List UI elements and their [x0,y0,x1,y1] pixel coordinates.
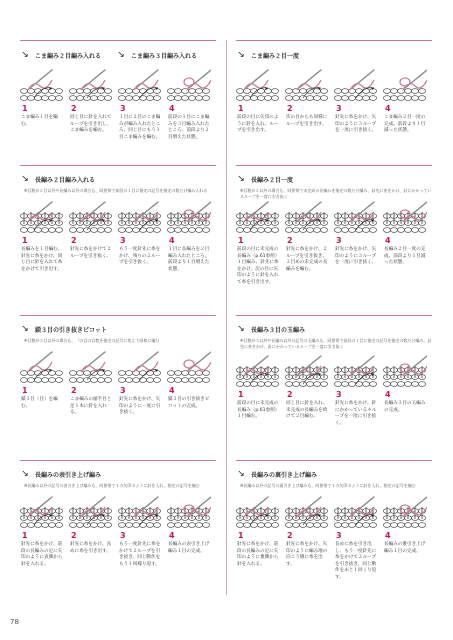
stitch-illustration [69,198,113,238]
rule [236,40,432,41]
step-number: 4 [385,104,391,113]
section-title [234,48,299,62]
section-title [234,172,293,186]
section-title-text: 長編みの裏引き上げ編み [251,471,318,479]
step-description: こま編み２目一度の完成。前段より１目減った状態。 [384,115,426,134]
section-title-text: 長編み２目一度 [251,176,294,184]
section-title-text: こま編み２目編み入れる [35,52,102,60]
step-description: 針先に糸をかけ、矢印のように編み地の向こう側に糸を出す。 [286,542,328,567]
stitch-illustration [69,348,113,388]
step-number: 1 [238,236,244,245]
step-description: １目に長編みを２目編み入れたところ。前段より１目増えた状態。 [168,247,210,272]
step-number: 2 [71,386,77,395]
section-title [18,467,101,481]
step-number: 4 [169,531,175,540]
stitch-illustration [285,198,329,238]
section-title-text: 長編み２目編み入れる [35,176,96,184]
stitch-illustration [285,493,329,533]
step-description: 鎖３目の引き抜きピコットの完成。 [168,397,210,409]
rule [20,165,216,166]
stitch-illustration [334,352,378,392]
hook-icon: ↘ [117,50,125,60]
step-number: 2 [71,104,77,113]
section-title [18,48,197,62]
step-description: もう一度針先に糸をかけて２ループを引き抜き、同じ動作をもう１回繰り返す。 [119,542,161,567]
stitch-illustration [167,66,211,106]
hook-icon: ↘ [21,469,29,479]
step-number: 2 [287,531,293,540]
stitch-illustration [285,66,329,106]
stitch-illustration [20,198,64,238]
rule [20,315,216,316]
rule [20,40,216,41]
step-number: 1 [22,386,28,395]
stitch-illustration [236,66,280,106]
step-number: 1 [22,104,28,113]
section-title-text: 鎖３目の引き抜きピコット [35,326,107,334]
stitch-illustration [20,348,64,388]
section-note: ※長編み以外の記号の表引き上げ編みも、同要領で１の矢印のように針を入れ、指定の記号を編む [24,483,200,488]
step-description: 長編み２目一度の完成。前段より１目減った状態。 [384,247,426,266]
step-description: 針先に糸をかけ、矢印のように３ループを一度に引き抜く。 [335,247,377,266]
step-description: こま編みの頭半目と足１本に針を入れる。 [70,397,112,416]
section-title [18,172,95,186]
step-number: 1 [238,390,244,399]
step-number: 4 [385,531,391,540]
section-title-text: こま編み２目一度 [251,52,300,60]
step-description: 長編みを１目編む。針先に糸をかけ、同じ目に針を入れて糸をかけて引き出す。 [21,247,63,272]
rule [236,315,432,316]
step-description: もう一度針先に糸をかけ、残りの２ループを引き抜く。 [119,247,161,266]
step-description: 次の目からも同様にループを引き出す。 [286,115,328,127]
step-description: 同じ目に針を入れてループを引き出し、こま編みを編む。 [70,115,112,134]
step-number: 3 [120,531,126,540]
step-number: 4 [169,386,175,395]
stitch-illustration [236,352,280,392]
section-note: ※目数が３以外や長編み以外の記号の玉編みも、同要領で前段の１目に指定の記号を指定の数だけ編み、針先に糸をかけ、針にかかっているループを一度に引き抜く [240,338,432,349]
stitch-illustration [118,348,162,388]
hook-icon: ↘ [237,174,245,184]
stitch-illustration [383,493,427,533]
step-number: 4 [385,390,391,399]
step-number: 3 [336,531,342,540]
rule [20,460,216,461]
step-description: 前段の目に未完成の長編み（p.61参照）１目編む。 [237,401,280,420]
step-number: 1 [22,531,28,540]
step-description: 前段の目に矢印のように針を入れ、ループを引き出す。 [237,115,279,134]
stitch-illustration [236,493,280,533]
step-number: 1 [238,104,244,113]
stitch-illustration [334,66,378,106]
hook-icon: ↘ [237,469,245,479]
section-title [234,467,317,481]
step-description: 長編み３目の玉編みの完成。 [384,401,426,413]
step-description: 前段の目に未完成の長編み（p.61参照）１目編み、針先に糸をかけ、次の目に矢印のように針を入れて糸を引き出す。 [237,247,280,285]
step-number: 2 [71,236,77,245]
step-description: 針先に糸をかけ、前段の長編みの足に矢印のように裏側から針を入れる。 [237,542,279,567]
step-number: 3 [120,386,126,395]
stitch-illustration [383,352,427,392]
section-title [18,322,107,336]
step-number: 1 [22,236,28,245]
hook-icon: ↘ [21,324,29,334]
step-number: 2 [287,236,293,245]
step-number: 3 [120,104,126,113]
step-number: 3 [120,236,126,245]
hook-icon: ↘ [237,50,245,60]
stitch-illustration [383,198,427,238]
section-title-text: 長編みの表引き上げ編み [35,471,102,479]
step-number: 4 [169,236,175,245]
step-number: 3 [336,236,342,245]
step-number: 3 [336,390,342,399]
stitch-illustration [167,198,211,238]
step-description: 同じ目に針を入れ、未完成の長編みを続けて２目編む。 [286,401,328,420]
step-number: 2 [287,390,293,399]
stitch-illustration [69,66,113,106]
step-description: こま編み１目を編む。 [21,115,58,127]
step-description: 針先に糸をかけ、針にかかっている４ループを一度に引き抜く。 [335,401,377,426]
column-divider [226,40,227,595]
stitch-illustration [118,198,162,238]
stitch-illustration [20,493,64,533]
stitch-illustration [69,493,113,533]
step-number: 4 [169,104,175,113]
step-description: 針先に糸をかけ、２ループを引き抜き、２目めの未完成の長編みを編む。 [286,247,328,272]
section-note: ※目数が２目以外や長編み以外の場合も、同要領で前段の１目に指定の記号を指定の数だけ編み入れる [24,188,208,193]
section-note: ※長編み以外の記号の裏引き上げ編みも、同要領で１の矢印のように針を入れ、指定の記号を編む [240,483,416,488]
rule [236,165,432,166]
step-description: 前段の１目にこま編みを３目編み入れたところ。前段より２目増えた状態。 [168,115,210,140]
step-number: 3 [336,104,342,113]
stitch-illustration [236,198,280,238]
stitch-illustration [20,66,64,106]
step-number: 1 [238,531,244,540]
step-description: 長編みの裏引き上げ編み１目の完成。 [384,542,426,554]
step-description: 針先に糸をかけて２ループを引き抜く。 [70,247,112,259]
hook-icon: ↘ [21,174,29,184]
section-note: ※目数が３目以外の場合も、「の目の目数を指定の記号に変えて同様に編む [24,338,160,343]
stitch-illustration [334,198,378,238]
stitch-illustration [167,348,211,388]
step-description: 針先に糸をかけ、矢印のように３ループを一度に引き抜く。 [335,115,377,134]
step-description: 長編みの表引き上げ編み１目の完成。 [168,542,210,554]
section-title-text: 長編み３目の玉編み [251,326,306,334]
step-description: 鎖３目（目）を編む。 [21,397,58,409]
hook-icon: ↘ [21,50,29,60]
hook-icon: ↘ [237,324,245,334]
step-number: 2 [287,104,293,113]
stitch-illustration [383,66,427,106]
step-number: 2 [71,531,77,540]
stitch-illustration [118,66,162,106]
stitch-illustration [167,493,211,533]
step-description: 針先に糸をかけ、長めに糸を引き出す。 [70,542,112,554]
step-number: 4 [385,236,391,245]
step-description: 長めに糸を引き出し、もう一度針先に糸をかけて２ループを引き抜き、同じ動作をあと１回くり返す。 [335,542,377,580]
page-number: 78 [10,618,19,626]
section-note: ※目数が２以外の場合も、同要領で未完成の長編みを指定の数だけ編み、針先に糸をかけ、針にかかっているループを一度に引き抜く [240,188,432,199]
step-description: １目に２目のこま編みが編み入れたところ。同じ目にもう１目こま編みを編む。 [119,115,161,140]
section-title [234,322,305,336]
stitch-illustration [118,493,162,533]
stitch-illustration [285,352,329,392]
stitch-illustration [334,493,378,533]
section-title-text: こま編み３目編み入れる [131,52,198,60]
step-description: 針先に糸をかけ、矢印のように一度に引き抜く。 [119,397,161,416]
rule [236,460,432,461]
step-description: 針先に糸をかけ、前段の長編みの足に矢印のように表側から針を入れる。 [21,542,63,567]
